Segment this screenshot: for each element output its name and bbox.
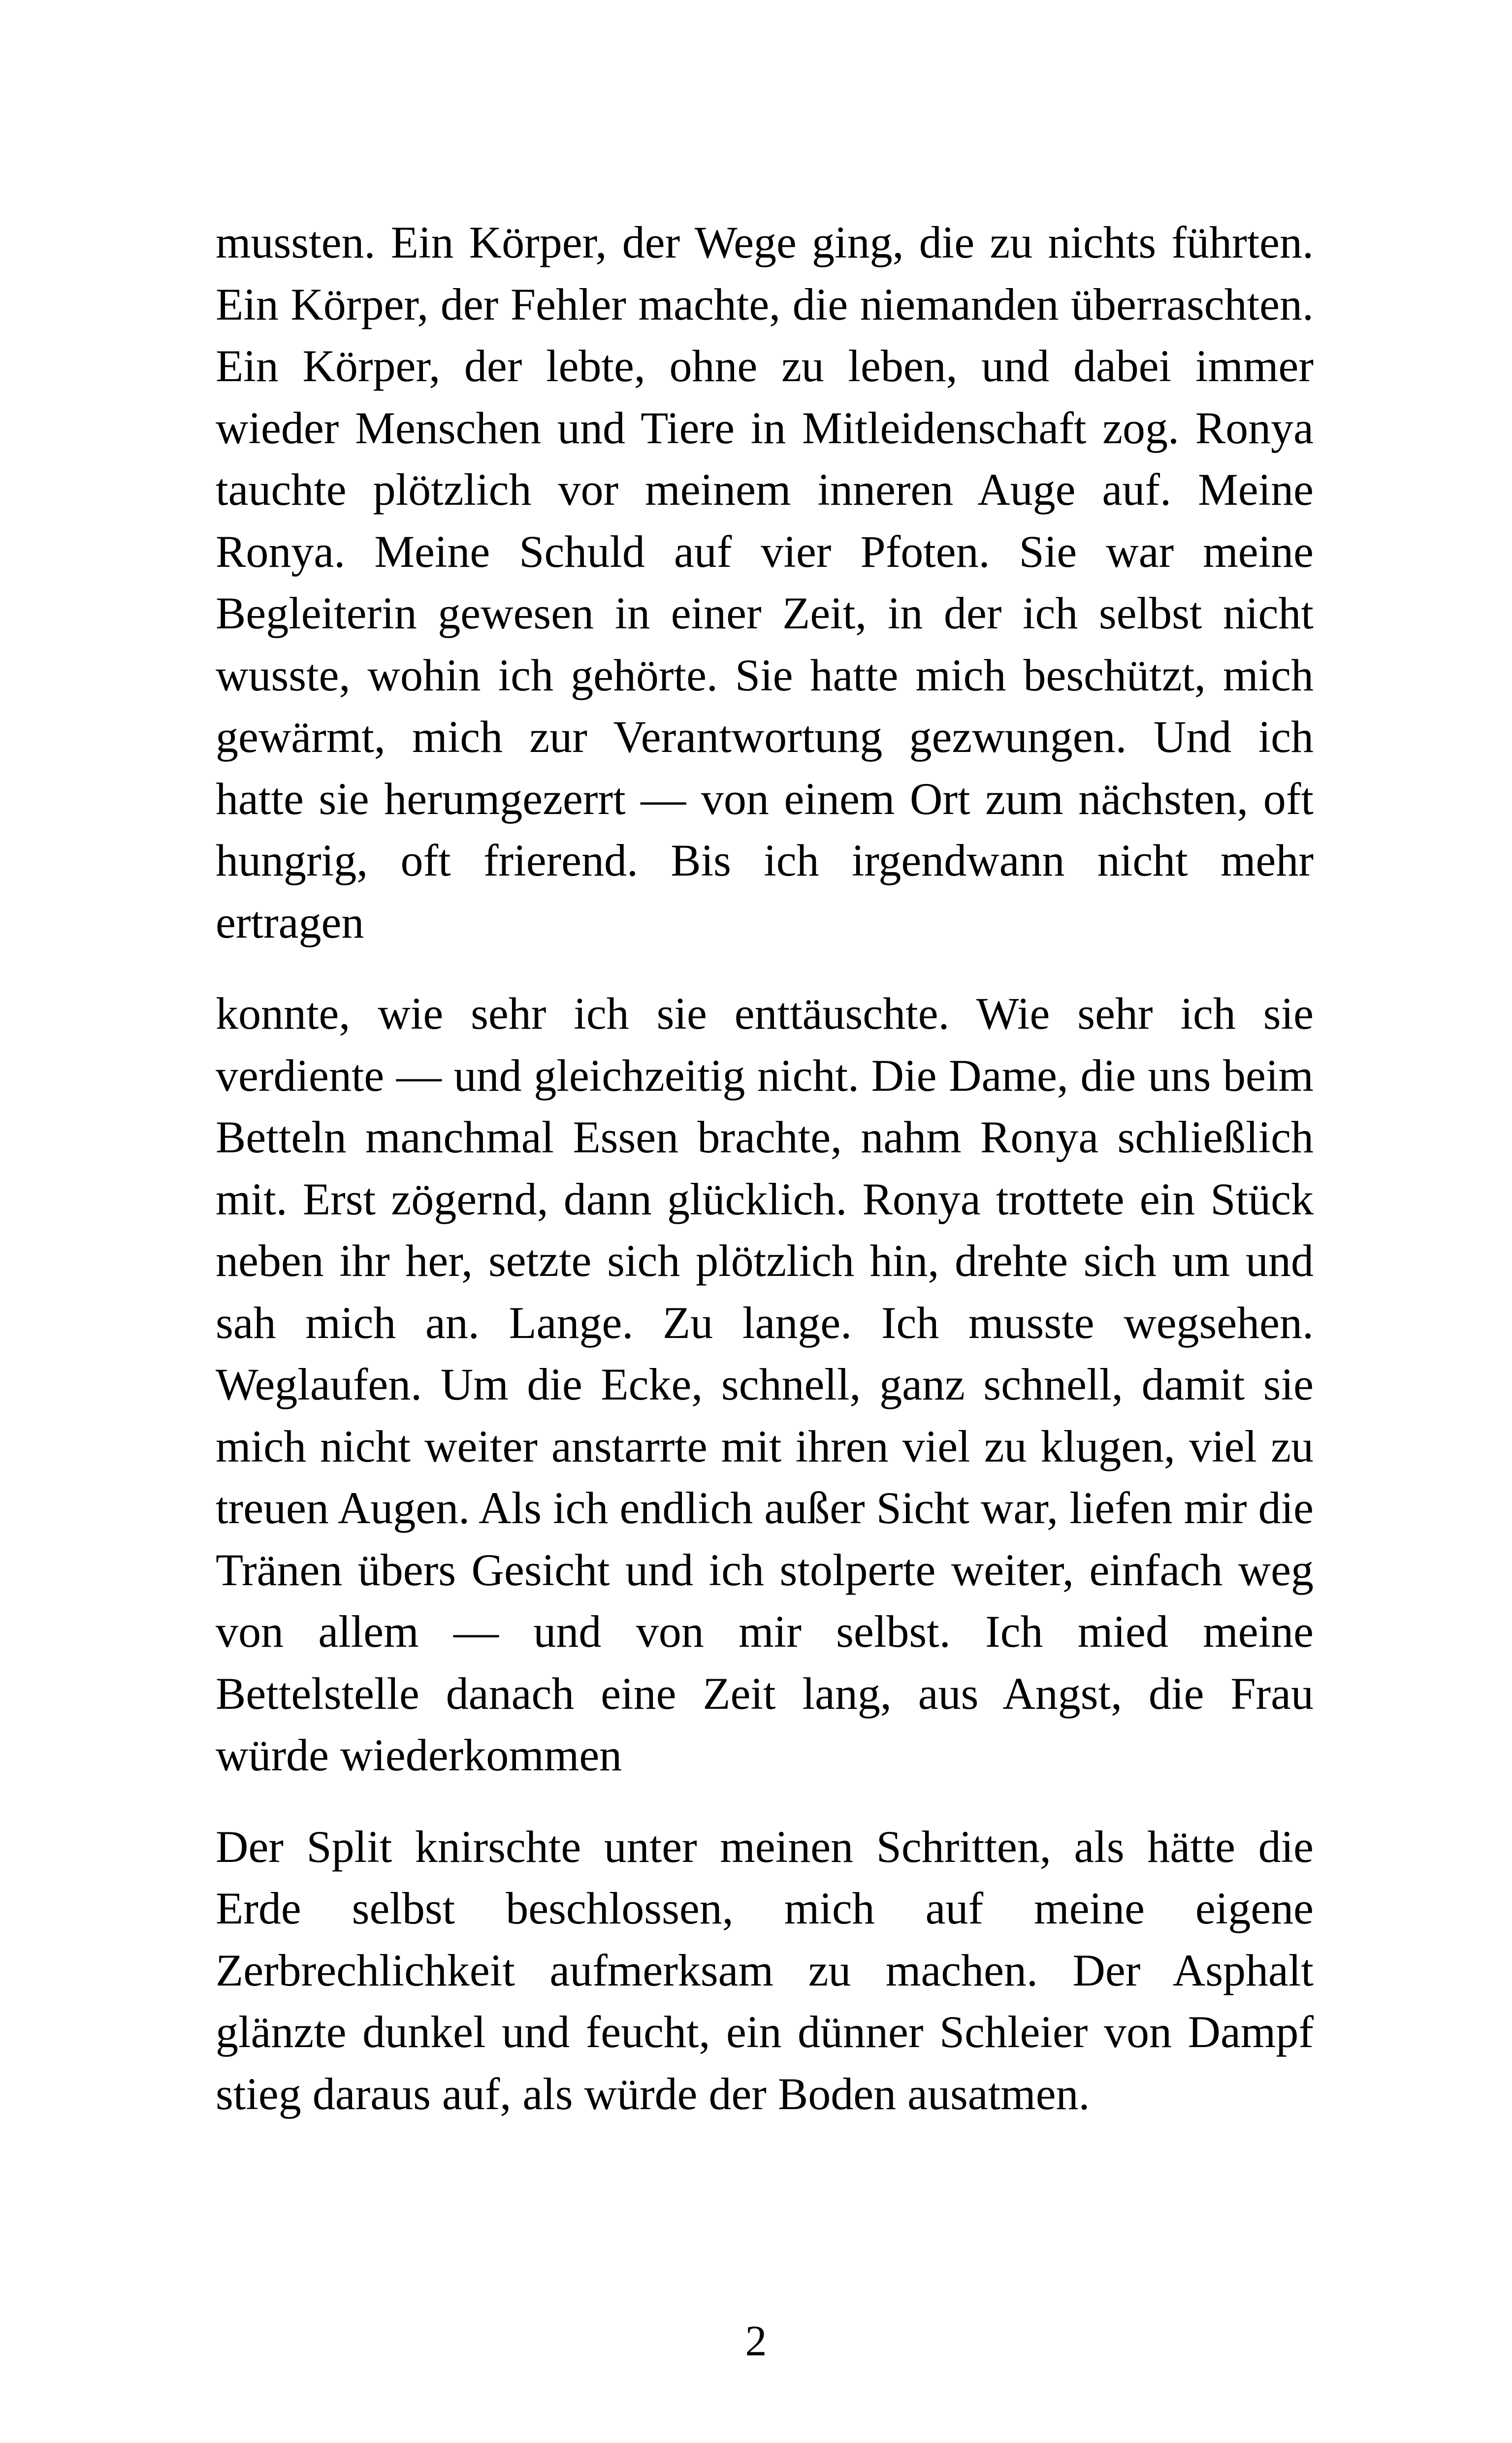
paragraph-2: konnte, wie sehr ich sie enttäuschte. Wie sehr ich sie verdiente — und gleichzeitig nicht. Die Dame, die uns beim Betteln manchmal Essen brachte, nahm Ronya schließlich mit. Erst zögernd, dann glücklich. Ronya trottete ein Stück neben ihr her, setzte sich plötzlich hin, drehte sich um und sah mich an. Lange. Zu lange. Ich musste wegsehen. Weglaufen. Um die Ecke, schnell, ganz schnell, damit sie mich nicht weiter anstarrte mit ihren viel zu klugen, viel zu treuen Augen. Als ich endlich außer Sicht war, liefen mir die Tränen übers Gesicht und ich stolperte weiter, einfach weg von allem — und von mir selbst. Ich mied meine Bettelstelle danach eine Zeit lang, aus Angst, die Frau würde wiederkommen	[216, 988, 1314, 1780]
paragraph-3: Der Split knirschte unter meinen Schritten, als hätte die Erde selbst beschlossen, mich auf meine eigene Zerbrechlichkeit aufmerksam zu machen. Der Asphalt glänzte dunkel und feucht, ein dünner Schleier von Dampf stieg daraus auf, als würde der Boden ausatmen.	[216, 1821, 1314, 2119]
paragraph-1: mussten. Ein Körper, der Wege ging, die zu nichts führten. Ein Körper, der Fehler machte, die niemanden überraschten. Ein Körper, der lebte, ohne zu leben, und dabei immer wieder Menschen und Tiere in Mitleidenschaft zog. Ronya tauchte plötzlich vor meinem inneren Auge auf. Meine Ronya. Meine Schuld auf vier Pfoten. Sie war meine Begleiterin gewesen in einer Zeit, in der ich selbst nicht wusste, wohin ich gehörte. Sie hatte mich beschützt, mich gewärmt, mich zur Verantwortung gezwungen. Und ich hatte sie herumgezerrt — von einem Ort zum nächsten, oft hungrig, oft frierend. Bis ich irgendwann nicht mehr ertragen	[216, 217, 1314, 947]
body-text	[216, 212, 1314, 2154]
page-number: 2	[745, 2317, 767, 2365]
